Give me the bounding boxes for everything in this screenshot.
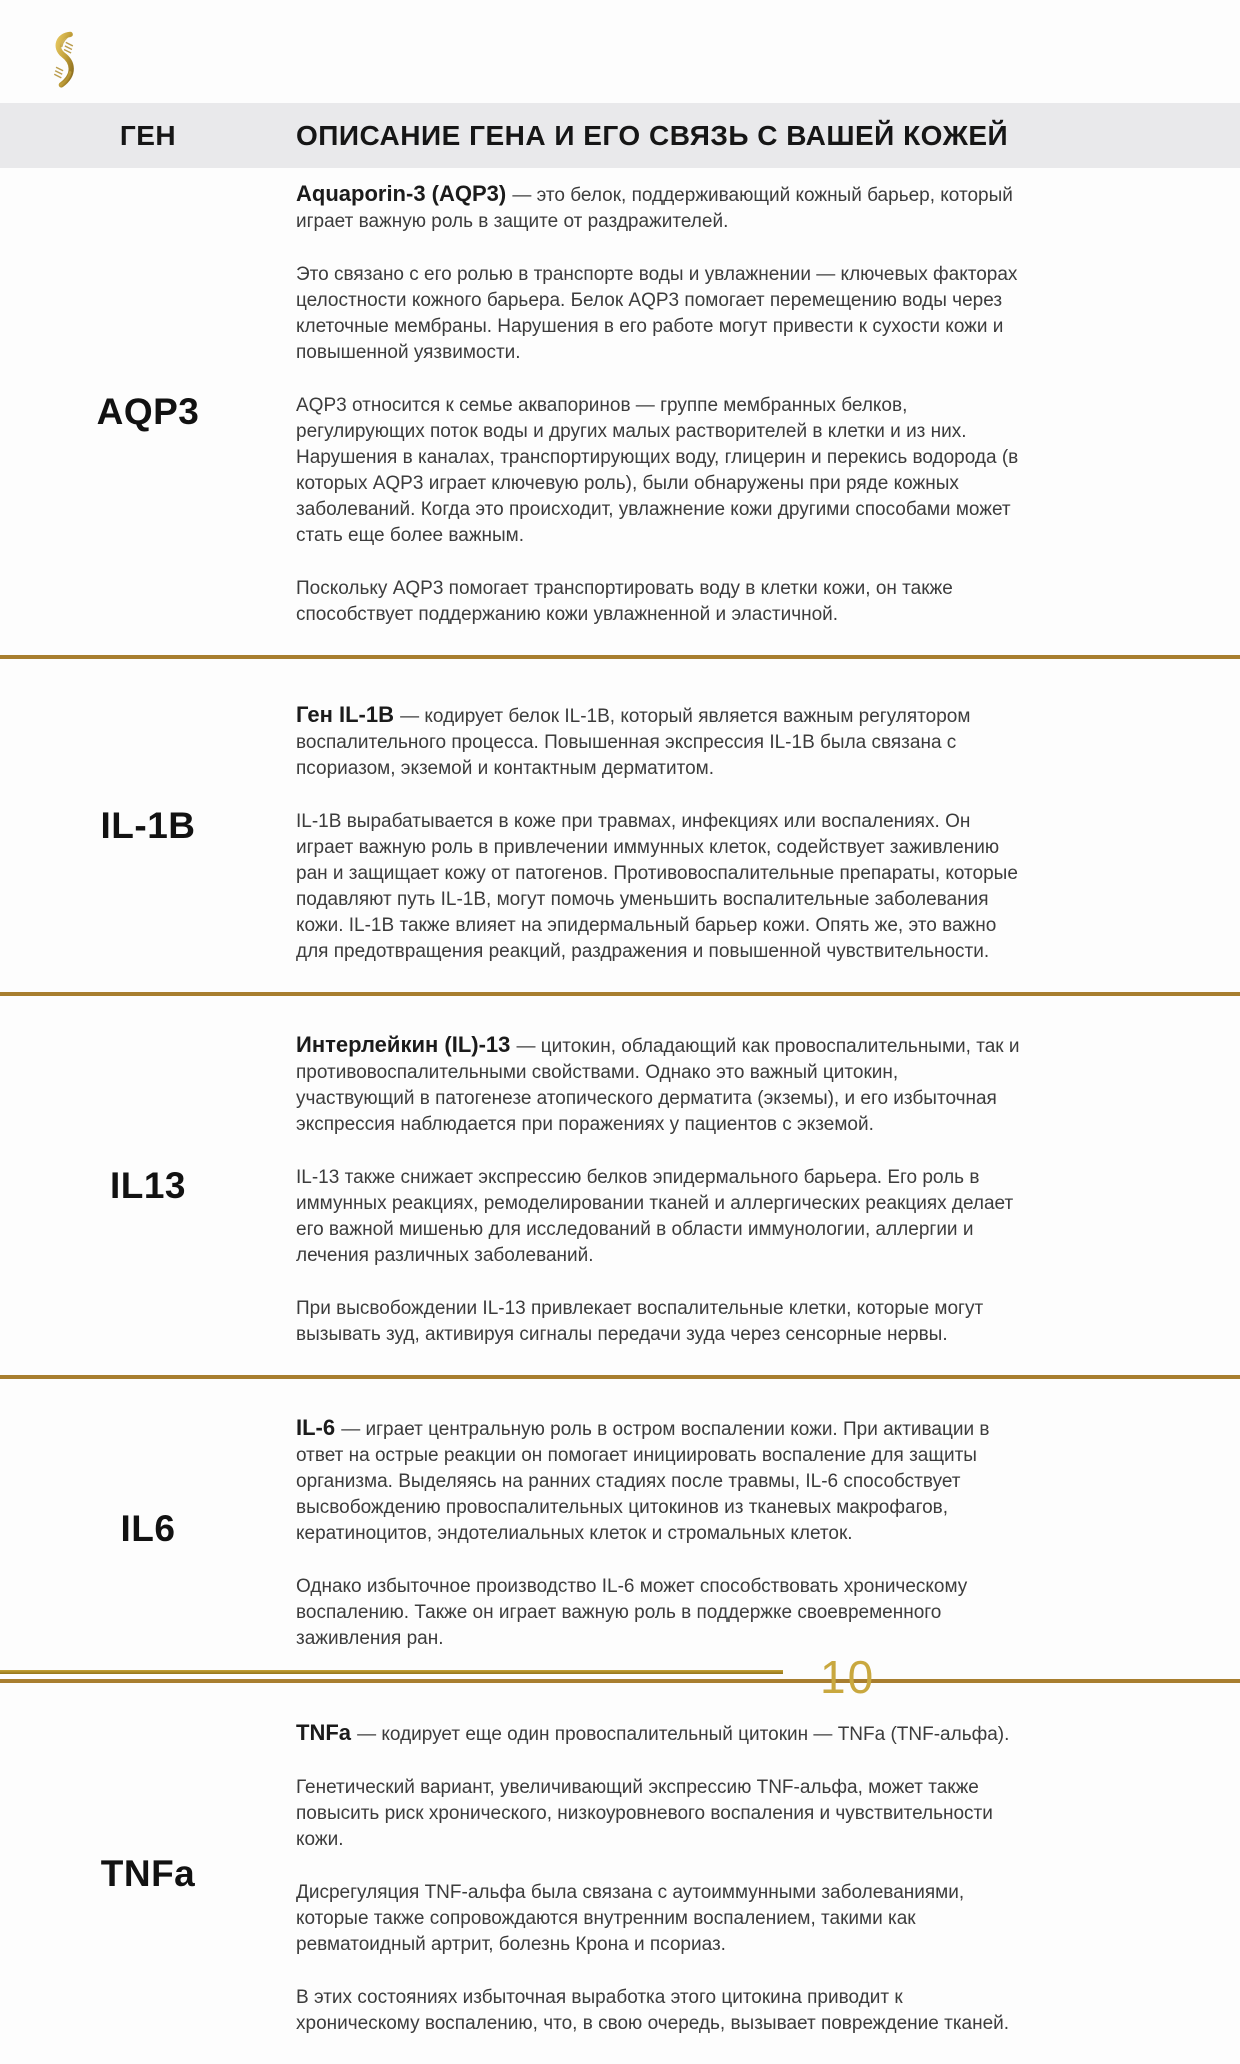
gene-description-paragraph: Aquaporin-3 (AQP3) — это белок, поддерживающий кожный барьер, который играет важную роль в защите от раздражителей. <box>296 181 1013 232</box>
gene-description <box>296 659 1020 992</box>
gene-description <box>296 996 1020 1375</box>
gene-term: Ген IL-1B <box>296 702 401 727</box>
gene-term: TNFa <box>296 1720 358 1745</box>
gene-table <box>0 168 1240 2064</box>
gene-description-paragraph: AQP3 относится к семье аквапоринов — группе мембранных белков, регулирующих поток воды и других малых растворителей в клетки и из них. Нарушения в каналах, транспортирующих воду, глицерин и перекись водорода (в которых AQP3 играет ключевую роль), были обнаружены при ряде кожных заболеваний. Когда это происходит, увлажнение кожи другими способами может стать еще более важным. <box>296 395 1019 546</box>
gene-term: Интерлейкин (IL)-13 <box>296 1032 517 1057</box>
gene-description-paragraph: Это связано с его ролью в транспорте воды и увлажнении — ключевых факторах целостности кожного барьера. Белок AQP3 помогает перемещению воды через клеточные мембраны. Нарушения в его работе могут привести к сухости кожи и повышенной уязвимости. <box>296 264 1018 363</box>
footer-rule <box>0 1670 783 1674</box>
gene-name: AQP3 <box>96 390 200 432</box>
gene-description <box>296 1683 1020 2064</box>
gene-name: IL-1B <box>100 804 196 846</box>
gene-row <box>0 1679 1240 2064</box>
gene-column-header: ГЕН <box>119 119 177 151</box>
dna-logo-icon <box>46 30 82 92</box>
gene-term: Aquaporin-3 (AQP3) <box>296 181 513 206</box>
table-header <box>0 103 1240 168</box>
gene-description-paragraph: IL-1B вырабатывается в коже при травмах, инфекциях или воспалениях. Он играет важную роль в привлечении иммунных клеток, содействует заживлению ран и защищает кожу от патогенов. Противовоспалительные препараты, которые подавляют путь IL-1B, могут помочь уменьшить воспалительные заболевания кожи. IL-1B также влияет на эпидермальный барьер кожи. Опять же, это важно для предотвращения реакций, раздражения и повышенной чувствительности. <box>296 811 1018 962</box>
gene-row <box>0 168 1240 655</box>
gene-description-paragraph: IL-13 также снижает экспрессию белков эпидермального барьера. Его роль в иммунных реакциях, ремоделировании тканей и аллергических реакциях делает его важной мишенью для исследований в области иммунологии, аллергии и лечения различных заболеваний. <box>296 1167 1014 1266</box>
gene-description-paragraph: Ген IL-1B — кодирует белок IL-1B, который является важным регулятором воспалительного процесса. Повышенная экспрессия IL-1B была связана с псориазом, экземой и контактным дерматитом. <box>296 702 971 779</box>
gene-name: IL6 <box>120 1508 176 1549</box>
gene-description <box>296 1379 1020 1679</box>
gene-description-paragraph: Однако избыточное производство IL-6 может способствовать хроническому воспалению. Также он играет важную роль в поддержке своевременного заживления ран. <box>296 1576 968 1649</box>
gene-name: IL13 <box>109 1164 187 1206</box>
gene-description-paragraph: Генетический вариант, увеличивающий экспрессию TNF-альфа, может также повысить риск хронического, низкоуровневого воспаления и чувствительности кожи. <box>296 1777 993 1850</box>
page-number: 10 <box>820 1651 876 1703</box>
gene-description-paragraph: TNFa — кодирует еще один провоспалительный цитокин — TNFa (TNF-альфа). <box>296 1720 1010 1745</box>
gene-description-paragraph: Поскольку AQP3 помогает транспортировать воду в клетки кожи, он также способствует поддержанию кожи увлажненной и эластичной. <box>296 578 953 625</box>
gene-row <box>0 655 1240 992</box>
description-column-header: ОПИСАНИЕ ГЕНА И ЕГО СВЯЗЬ С ВАШЕЙ КОЖЕЙ <box>296 119 1009 151</box>
gene-name: TNFa <box>100 1852 196 1894</box>
gene-description-paragraph: IL-6 — играет центральную роль в остром воспалении кожи. При активации в ответ на острые реакции он помогает инициировать воспаление для защиты организма. Выделяясь на ранних стадиях после травмы, IL-6 способствует высвобождению провоспалительных цитокинов из тканевых макрофагов, кератиноцитов, эндотелиальных клеток и стромальных клеток. <box>296 1415 990 1544</box>
gene-description <box>296 168 1020 655</box>
gene-description-paragraph: Дисрегуляция TNF-альфа была связана с аутоиммунными заболеваниями, которые также сопровождаются внутренним воспалением, такими как ревматоидный артрит, болезнь Крона и псориаз. <box>296 1882 965 1955</box>
gene-description-paragraph: В этих состояниях избыточная выработка этого цитокина приводит к хроническому воспалению, что, в свою очередь, вызывает повреждение тканей. <box>296 1987 1010 2034</box>
gene-description-paragraph: При высвобождении IL-13 привлекает воспалительные клетки, которые могут вызывать зуд, активируя сигналы передачи зуда через сенсорные нервы. <box>296 1298 984 1345</box>
gene-description-paragraph: Интерлейкин (IL)-13 — цитокин, обладающий как провоспалительными, так и противовоспалительными свойствами. Однако это важный цитокин, участвующий в патогенезе атопического дерматита (экземы), и его избыточная экспрессия наблюдается при поражениях у пациентов с экземой. <box>296 1032 1020 1135</box>
gene-row <box>0 992 1240 1375</box>
gene-term: IL-6 <box>296 1415 342 1440</box>
gene-row <box>0 1375 1240 1679</box>
